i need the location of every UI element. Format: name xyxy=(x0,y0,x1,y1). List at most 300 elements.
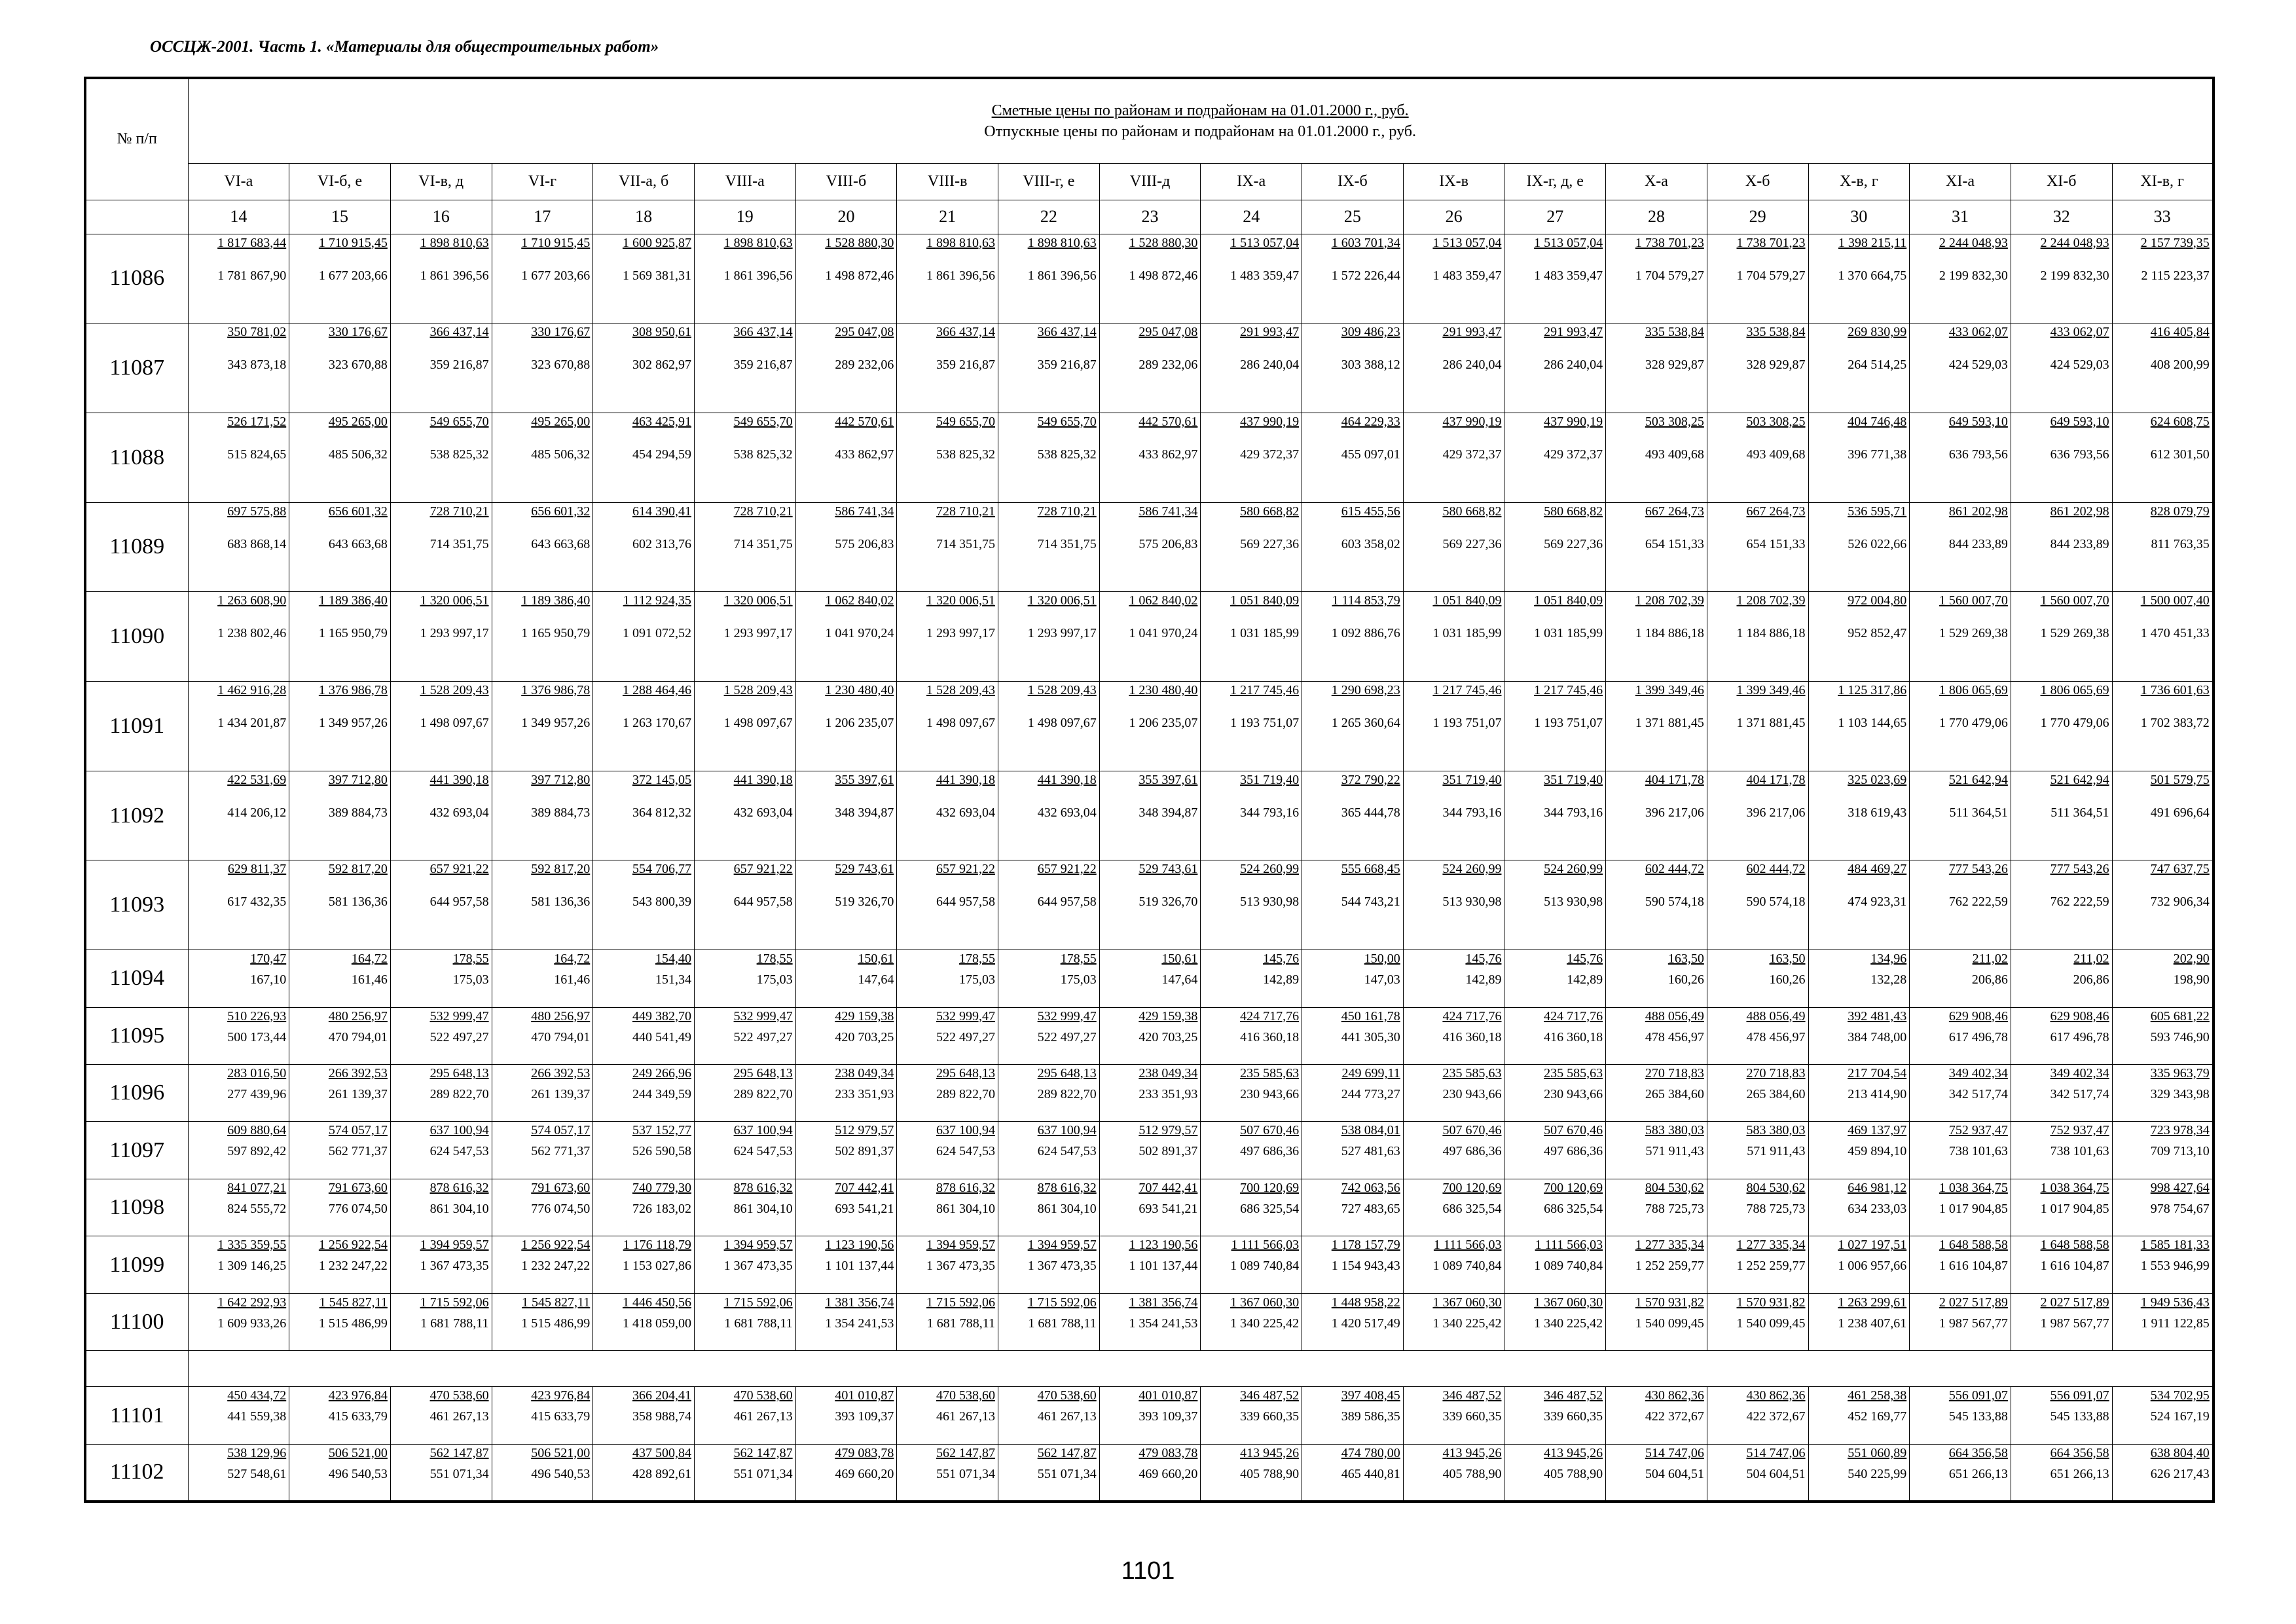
release-price: 551 071,34 xyxy=(429,1466,489,1481)
estimate-price: 335 538,84 xyxy=(1746,325,1806,340)
estimate-price: 1 898 810,63 xyxy=(1027,235,1097,250)
release-price: 429 372,37 xyxy=(1442,447,1502,462)
release-price: 654 151,33 xyxy=(1645,536,1704,551)
price-cell xyxy=(1504,1122,1606,1179)
estimate-price: 503 308,25 xyxy=(1746,414,1806,429)
price-cell xyxy=(1606,860,1707,950)
price-cell xyxy=(289,682,391,771)
release-price: 1 569 381,31 xyxy=(622,268,691,283)
price-cell xyxy=(1504,323,1606,413)
price-cell xyxy=(1403,1065,1504,1122)
table-row xyxy=(85,1065,2214,1122)
estimate-price: 430 862,36 xyxy=(1746,1388,1806,1403)
price-cell xyxy=(897,592,998,682)
estimate-price: 972 004,80 xyxy=(1848,593,1907,608)
estimate-price: 429 159,38 xyxy=(1139,1008,1198,1024)
release-price: 644 957,58 xyxy=(936,895,995,910)
release-price: 359 216,87 xyxy=(1037,358,1097,373)
price-cell xyxy=(289,323,391,413)
price-cell xyxy=(1606,234,1707,323)
estimate-price: 551 060,89 xyxy=(1848,1445,1907,1460)
price-cell xyxy=(390,1179,492,1236)
release-price: 424 529,03 xyxy=(1948,358,2008,373)
estimate-price: 507 670,46 xyxy=(1544,1123,1603,1138)
price-cell xyxy=(1302,1007,1404,1064)
estimate-price: 1 528 209,43 xyxy=(723,683,793,698)
release-price: 147,64 xyxy=(858,972,894,987)
release-price: 1 184 886,18 xyxy=(1736,626,1806,641)
estimate-price: 614 390,41 xyxy=(632,504,691,519)
estimate-price: 586 741,34 xyxy=(1139,504,1198,519)
release-price: 1 681 788,11 xyxy=(1028,1316,1097,1331)
estimate-price: 752 937,47 xyxy=(2050,1123,2109,1138)
price-cell xyxy=(593,1387,695,1444)
price-cell xyxy=(998,323,1100,413)
price-cell xyxy=(1099,1444,1201,1502)
release-price: 328 929,87 xyxy=(1746,358,1806,373)
item-number: 11093 xyxy=(85,860,188,950)
price-cell xyxy=(289,502,391,592)
price-cell xyxy=(795,1293,897,1350)
release-price: 286 240,04 xyxy=(1442,358,1502,373)
col-no-header: № п/п xyxy=(85,78,188,200)
estimate-price: 602 444,72 xyxy=(1746,862,1806,877)
estimate-price: 1 381 356,74 xyxy=(1129,1295,1198,1310)
estimate-price: 514 747,06 xyxy=(1746,1445,1806,1460)
estimate-price: 1 448 958,22 xyxy=(1331,1295,1400,1310)
estimate-price: 536 595,71 xyxy=(1848,504,1907,519)
price-cell xyxy=(1606,1065,1707,1122)
release-price: 289 822,70 xyxy=(936,1087,995,1101)
release-price: 1 609 933,26 xyxy=(217,1316,287,1331)
price-cell xyxy=(1910,1179,2011,1236)
release-price: 1 349 957,26 xyxy=(318,716,388,731)
release-price: 590 574,18 xyxy=(1645,895,1704,910)
release-price: 233 351,93 xyxy=(1139,1087,1198,1101)
estimate-price: 346 487,52 xyxy=(1240,1388,1300,1403)
item-number: 11089 xyxy=(85,502,188,592)
price-cell xyxy=(1910,502,2011,592)
release-price: 415 633,79 xyxy=(531,1409,591,1424)
estimate-price: 549 655,70 xyxy=(1037,414,1097,429)
release-price: 459 894,10 xyxy=(1848,1144,1907,1159)
release-price: 1 681 788,11 xyxy=(420,1316,489,1331)
release-price: 644 957,58 xyxy=(1037,895,1097,910)
table-gap-row xyxy=(85,1351,2214,1387)
estimate-price: 742 063,56 xyxy=(1341,1180,1400,1195)
price-cell xyxy=(1504,1065,1606,1122)
price-cell xyxy=(1707,860,1808,950)
estimate-price: 524 260,99 xyxy=(1544,862,1603,877)
estimate-price: 217 704,54 xyxy=(1848,1066,1907,1080)
district-header: VIII-г, е xyxy=(998,163,1100,200)
price-cell xyxy=(492,413,593,502)
estimate-price: 507 670,46 xyxy=(1240,1123,1300,1138)
estimate-price: 1 710 915,45 xyxy=(318,235,388,250)
release-price: 522 497,27 xyxy=(936,1029,995,1044)
release-price: 612 301,50 xyxy=(2150,447,2210,462)
release-price: 1 031 185,99 xyxy=(1230,626,1300,641)
page-number: 1101 xyxy=(1121,1557,1175,1585)
price-cell xyxy=(694,1179,795,1236)
price-cell xyxy=(2112,323,2214,413)
price-cell xyxy=(2011,1236,2112,1293)
estimate-price: 700 120,69 xyxy=(1544,1180,1603,1195)
price-cell xyxy=(2011,323,2112,413)
release-price: 342 517,74 xyxy=(2050,1087,2109,1101)
release-price: 230 943,66 xyxy=(1442,1087,1502,1101)
release-price: 1 515 486,99 xyxy=(521,1316,591,1331)
price-cell xyxy=(1099,234,1201,323)
price-cell xyxy=(492,1007,593,1064)
price-cell xyxy=(1504,860,1606,950)
price-cell xyxy=(1910,860,2011,950)
release-price: 527 481,63 xyxy=(1341,1144,1400,1159)
estimate-price: 291 993,47 xyxy=(1544,325,1603,340)
price-cell xyxy=(1201,860,1302,950)
price-cell xyxy=(1302,1236,1404,1293)
price-cell xyxy=(1201,1065,1302,1122)
estimate-price: 1 394 959,57 xyxy=(723,1238,793,1253)
price-cell xyxy=(1302,234,1404,323)
estimate-price: 503 308,25 xyxy=(1645,414,1704,429)
price-cell xyxy=(2112,1444,2214,1502)
estimate-price: 145,76 xyxy=(1567,951,1603,967)
price-cell xyxy=(188,1065,289,1122)
release-price: 289 822,70 xyxy=(733,1087,793,1101)
release-price: 358 988,74 xyxy=(632,1409,691,1424)
price-cell xyxy=(998,1236,1100,1293)
estimate-price: 2 244 048,93 xyxy=(1939,235,2008,250)
release-price: 429 372,37 xyxy=(1544,447,1603,462)
column-number: 26 xyxy=(1403,200,1504,234)
item-number: 11101 xyxy=(85,1387,188,1444)
price-cell xyxy=(998,1179,1100,1236)
price-cell xyxy=(1302,860,1404,950)
estimate-price: 235 585,63 xyxy=(1240,1066,1300,1080)
price-cell xyxy=(795,234,897,323)
release-price: 1 206 235,07 xyxy=(825,716,894,731)
estimate-price: 1 217 745,46 xyxy=(1230,683,1300,698)
estimate-price: 1 446 450,56 xyxy=(622,1295,691,1310)
estimate-price: 592 817,20 xyxy=(531,862,591,877)
release-price: 1 483 359,47 xyxy=(1230,268,1300,283)
release-price: 1 911 122,85 xyxy=(2141,1316,2210,1331)
district-header: X-б xyxy=(1707,163,1808,200)
price-cell xyxy=(1403,1387,1504,1444)
price-cell xyxy=(1201,771,1302,860)
estimate-price: 450 434,72 xyxy=(227,1388,287,1403)
estimate-price: 401 010,87 xyxy=(835,1388,894,1403)
estimate-price: 1 123 190,56 xyxy=(1129,1238,1198,1253)
table-row xyxy=(85,592,2214,682)
price-cell xyxy=(1099,413,1201,502)
release-price: 1 041 970,24 xyxy=(825,626,894,641)
column-number: 25 xyxy=(1302,200,1404,234)
estimate-price: 878 616,32 xyxy=(1037,1180,1097,1195)
estimate-price: 1 513 057,04 xyxy=(1534,235,1603,250)
release-price: 277 439,96 xyxy=(227,1087,287,1101)
release-price: 726 183,02 xyxy=(632,1201,691,1216)
estimate-price: 629 811,37 xyxy=(227,862,287,877)
price-cell xyxy=(593,502,695,592)
release-price: 1 349 957,26 xyxy=(521,716,591,731)
release-price: 617 432,35 xyxy=(227,895,287,910)
release-price: 1 704 579,27 xyxy=(1635,268,1704,283)
price-cell xyxy=(897,1236,998,1293)
price-cell xyxy=(1808,1387,1910,1444)
estimate-price: 512 979,57 xyxy=(1139,1123,1198,1138)
price-cell xyxy=(188,1444,289,1502)
estimate-price: 728 710,21 xyxy=(1037,504,1097,519)
release-price: 1 017 904,85 xyxy=(2040,1201,2109,1216)
release-price: 776 074,50 xyxy=(328,1201,388,1216)
estimate-price: 1 320 006,51 xyxy=(420,593,489,608)
estimate-price: 1 125 317,86 xyxy=(1838,683,1907,698)
release-price: 469 660,20 xyxy=(835,1466,894,1481)
release-price: 575 206,83 xyxy=(835,536,894,551)
estimate-price: 532 999,47 xyxy=(936,1008,995,1024)
release-price: 264 514,25 xyxy=(1848,358,1907,373)
column-number-blank xyxy=(85,200,188,234)
release-price: 408 200,99 xyxy=(2150,358,2210,373)
price-cell xyxy=(1504,1444,1606,1502)
release-price: 1 103 144,65 xyxy=(1838,716,1907,731)
estimate-price: 437 990,19 xyxy=(1442,414,1502,429)
release-price: 1 153 027,86 xyxy=(622,1259,691,1274)
column-number: 17 xyxy=(492,200,593,234)
estimate-price: 656 601,32 xyxy=(328,504,388,519)
price-cell xyxy=(694,1293,795,1350)
estimate-price: 1 288 464,46 xyxy=(622,683,691,698)
release-price: 344 793,16 xyxy=(1442,805,1502,820)
release-price: 581 136,36 xyxy=(328,895,388,910)
price-cell xyxy=(1302,1387,1404,1444)
price-cell xyxy=(1808,682,1910,771)
price-cell xyxy=(897,413,998,502)
price-cell xyxy=(2112,1007,2214,1064)
release-price: 323 670,88 xyxy=(531,358,591,373)
estimate-price: 235 585,63 xyxy=(1544,1066,1603,1080)
estimate-price: 602 444,72 xyxy=(1645,862,1704,877)
estimate-price: 145,76 xyxy=(1263,951,1300,967)
release-price: 206,86 xyxy=(1971,972,2008,987)
release-price: 396 771,38 xyxy=(1848,447,1907,462)
estimate-price: 441 390,18 xyxy=(1037,772,1097,787)
price-cell xyxy=(1201,682,1302,771)
estimate-price: 178,55 xyxy=(756,951,793,967)
price-cell xyxy=(593,1236,695,1293)
estimate-price: 495 265,00 xyxy=(531,414,591,429)
price-cell xyxy=(1099,1007,1201,1064)
price-cell xyxy=(897,682,998,771)
release-price: 1 770 479,06 xyxy=(1939,716,2008,731)
price-title-header xyxy=(188,78,2214,163)
release-price: 1 498 097,67 xyxy=(926,716,995,731)
release-price: 344 793,16 xyxy=(1544,805,1603,820)
estimate-price: 346 487,52 xyxy=(1544,1388,1603,1403)
estimate-price: 629 908,46 xyxy=(2050,1008,2109,1024)
price-cell xyxy=(1099,1179,1201,1236)
release-price: 161,46 xyxy=(554,972,591,987)
estimate-price: 295 047,08 xyxy=(1139,325,1198,340)
price-cell xyxy=(1910,1065,2011,1122)
price-cell xyxy=(188,682,289,771)
item-number: 11098 xyxy=(85,1179,188,1236)
release-price: 952 852,47 xyxy=(1848,626,1907,641)
estimate-price: 1 112 924,35 xyxy=(623,593,691,608)
price-cell xyxy=(492,1065,593,1122)
release-price: 339 660,35 xyxy=(1544,1409,1603,1424)
price-cell xyxy=(1707,771,1808,860)
estimate-price: 1 500 007,40 xyxy=(2140,593,2210,608)
release-price: 198,90 xyxy=(2173,972,2210,987)
release-price: 861 304,10 xyxy=(733,1201,793,1216)
estimate-price: 270 718,83 xyxy=(1645,1066,1704,1080)
price-cell xyxy=(998,234,1100,323)
price-cell xyxy=(1910,592,2011,682)
header-title-row xyxy=(85,78,2214,163)
price-cell xyxy=(1403,950,1504,1007)
release-price: 569 227,36 xyxy=(1544,536,1603,551)
estimate-price: 1 367 060,30 xyxy=(1534,1295,1603,1310)
estimate-price: 1 528 209,43 xyxy=(420,683,489,698)
estimate-price: 355 397,61 xyxy=(835,772,894,787)
price-cell xyxy=(2112,682,2214,771)
release-price: 861 304,10 xyxy=(936,1201,995,1216)
release-price: 493 409,68 xyxy=(1746,447,1806,462)
price-cell xyxy=(390,1065,492,1122)
release-price: 1 293 997,17 xyxy=(1027,626,1097,641)
release-price: 1 193 751,07 xyxy=(1432,716,1502,731)
price-cell xyxy=(390,682,492,771)
release-price: 2 115 223,37 xyxy=(2141,268,2210,283)
price-cell xyxy=(1201,1179,1302,1236)
item-number: 11094 xyxy=(85,950,188,1007)
estimate-price: 777 543,26 xyxy=(2050,862,2109,877)
estimate-price: 549 655,70 xyxy=(936,414,995,429)
estimate-price: 150,61 xyxy=(858,951,894,967)
table-row xyxy=(85,323,2214,413)
release-price: 389 884,73 xyxy=(531,805,591,820)
price-cell xyxy=(795,860,897,950)
price-cell xyxy=(1099,1293,1201,1350)
price-cell xyxy=(694,1387,795,1444)
price-cell xyxy=(1606,1444,1707,1502)
release-price: 519 326,70 xyxy=(835,895,894,910)
estimate-price: 1 189 386,40 xyxy=(521,593,591,608)
release-price: 590 574,18 xyxy=(1746,895,1806,910)
price-cell xyxy=(188,771,289,860)
release-price: 1 031 185,99 xyxy=(1432,626,1502,641)
estimate-price: 404 171,78 xyxy=(1746,772,1806,787)
price-cell xyxy=(593,413,695,502)
estimate-price: 656 601,32 xyxy=(531,504,591,519)
release-price: 343 873,18 xyxy=(227,358,287,373)
release-price: 424 529,03 xyxy=(2050,358,2109,373)
estimate-price: 163,50 xyxy=(1769,951,1806,967)
estimate-price: 397 408,45 xyxy=(1341,1388,1400,1403)
price-cell xyxy=(188,502,289,592)
district-header: X-а xyxy=(1606,163,1707,200)
release-price: 359 216,87 xyxy=(429,358,489,373)
release-price: 644 957,58 xyxy=(429,895,489,910)
estimate-price: 449 382,70 xyxy=(632,1008,691,1024)
release-price: 522 497,27 xyxy=(429,1029,489,1044)
estimate-price: 1 715 592,06 xyxy=(926,1295,995,1310)
release-price: 1 265 360,64 xyxy=(1331,716,1400,731)
release-price: 522 497,27 xyxy=(1037,1029,1097,1044)
price-cell xyxy=(1606,1293,1707,1350)
item-number: 11097 xyxy=(85,1122,188,1179)
price-cell xyxy=(1606,502,1707,592)
price-cell xyxy=(1504,950,1606,1007)
estimate-price: 574 057,17 xyxy=(328,1123,388,1138)
price-cell xyxy=(1099,1236,1201,1293)
release-price: 1 367 473,35 xyxy=(723,1259,793,1274)
table-row xyxy=(85,1236,2214,1293)
price-cell xyxy=(1707,1387,1808,1444)
price-cell xyxy=(188,1236,289,1293)
table-row xyxy=(85,1007,2214,1064)
price-cell xyxy=(694,1007,795,1064)
price-cell xyxy=(492,1387,593,1444)
estimate-price: 291 993,47 xyxy=(1240,325,1300,340)
district-row xyxy=(85,163,2214,200)
price-cell xyxy=(2011,234,2112,323)
release-price: 1 987 567,77 xyxy=(2040,1316,2109,1331)
column-number: 28 xyxy=(1606,200,1707,234)
release-price: 175,03 xyxy=(959,972,995,987)
release-price: 432 693,04 xyxy=(1037,805,1097,820)
estimate-price: 269 830,99 xyxy=(1848,325,1907,340)
release-price: 1 434 201,87 xyxy=(217,716,287,731)
estimate-price: 423 976,84 xyxy=(531,1388,591,1403)
release-price: 738 101,63 xyxy=(2050,1144,2109,1159)
price-cell xyxy=(1910,234,2011,323)
price-cell xyxy=(897,1007,998,1064)
release-price: 1 340 225,42 xyxy=(1432,1316,1502,1331)
estimate-price: 1 528 880,30 xyxy=(825,235,894,250)
price-cell xyxy=(1808,1122,1910,1179)
estimate-price: 1 381 356,74 xyxy=(825,1295,894,1310)
estimate-price: 1 263 299,61 xyxy=(1838,1295,1907,1310)
release-price: 433 862,97 xyxy=(1139,447,1198,462)
estimate-price: 372 790,22 xyxy=(1341,772,1400,787)
estimate-price: 549 655,70 xyxy=(429,414,489,429)
release-price: 493 409,68 xyxy=(1645,447,1704,462)
price-cell xyxy=(897,502,998,592)
price-cell xyxy=(1504,1179,1606,1236)
release-price: 1 529 269,38 xyxy=(2040,626,2109,641)
estimate-price: 555 668,45 xyxy=(1341,862,1400,877)
price-cell xyxy=(188,1179,289,1236)
release-price: 286 240,04 xyxy=(1544,358,1603,373)
price-cell xyxy=(2112,1236,2214,1293)
price-cell xyxy=(1504,1387,1606,1444)
release-price: 1 293 997,17 xyxy=(926,626,995,641)
price-cell xyxy=(289,1444,391,1502)
release-price: 844 233,89 xyxy=(2050,536,2109,551)
price-cell xyxy=(998,413,1100,502)
release-price: 1 089 740,84 xyxy=(1432,1259,1502,1274)
release-price: 416 360,18 xyxy=(1240,1029,1300,1044)
price-cell xyxy=(1606,771,1707,860)
price-cell xyxy=(1099,682,1201,771)
estimate-price: 442 570,61 xyxy=(1139,414,1198,429)
price-cell xyxy=(1302,1065,1404,1122)
column-number: 27 xyxy=(1504,200,1606,234)
